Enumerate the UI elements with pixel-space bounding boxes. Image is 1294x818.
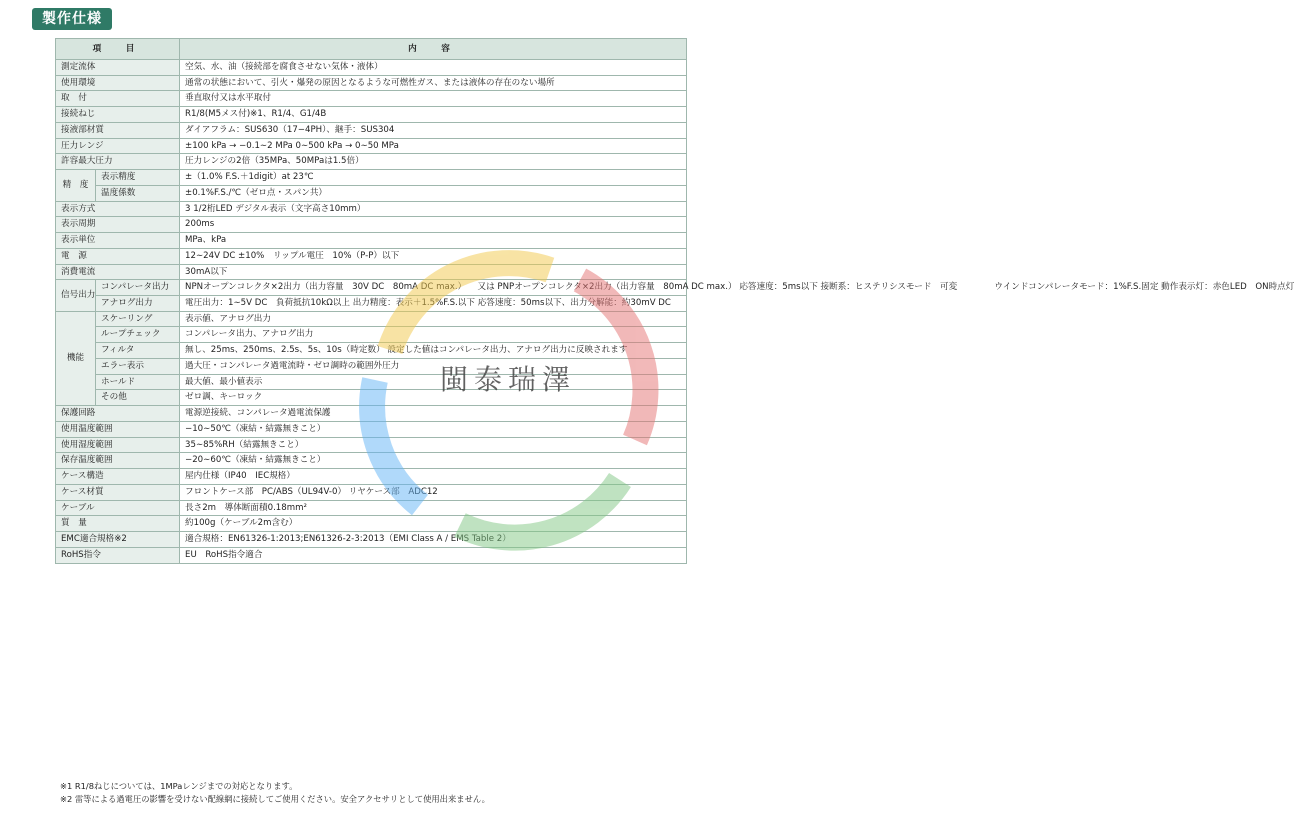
table-row xyxy=(56,484,687,500)
row-value: 垂直取付又は水平取付 xyxy=(180,91,687,107)
row-value: R1/8(M5メス付)※1、R1/4、G1/4B xyxy=(180,107,687,123)
row-label: 許容最大圧力 xyxy=(56,154,180,170)
sub-label: スケーリング xyxy=(96,311,180,327)
row-value: EU RoHS指令適合 xyxy=(180,547,687,563)
row-value: NPNオープンコレクタ×2出力（出力容量 30V DC 80mA DC max.） 又は PNPオープンコレクタ×2出力（出力容量 80mA DC max.） 応答速度：5ms以下 接断系：ヒステリシスモード 可変 ウインドコンパレータモード：1%F.S.固定 動作表示灯：赤色LED ON時点灯 xyxy=(180,280,687,296)
row-value: 3 1/2桁LED デジタル表示（文字高さ10mm） xyxy=(180,201,687,217)
table-row xyxy=(56,75,687,91)
table-row xyxy=(56,358,687,374)
table-row xyxy=(56,547,687,563)
row-label: 取 付 xyxy=(56,91,180,107)
table-row xyxy=(56,60,687,76)
row-label: 電 源 xyxy=(56,248,180,264)
table-row xyxy=(56,217,687,233)
table-row xyxy=(56,532,687,548)
row-value: −20∼60℃（凍結・結露無きこと） xyxy=(180,453,687,469)
row-value: フロントケース部 PC/ABS（UL94V-0） リヤケース部 ADC12 xyxy=(180,484,687,500)
table-row xyxy=(56,406,687,422)
row-label: RoHS指令 xyxy=(56,547,180,563)
sub-label: その他 xyxy=(96,390,180,406)
row-value: ゼロ調、キーロック xyxy=(180,390,687,406)
row-label: 保存温度範囲 xyxy=(56,453,180,469)
sub-label: 温度係数 xyxy=(96,185,180,201)
table-row xyxy=(56,500,687,516)
row-value: 最大値、最小値表示 xyxy=(180,374,687,390)
footnote: ※2 雷等による過電圧の影響を受けない配線網に接続してご使用ください。安全アクセサリとして使用出来ません。 xyxy=(60,794,490,804)
row-label: 接液部材質 xyxy=(56,122,180,138)
table-row xyxy=(56,311,687,327)
table-row xyxy=(56,327,687,343)
row-label: 圧力レンジ xyxy=(56,138,180,154)
row-label: 接続ねじ xyxy=(56,107,180,123)
row-value: コンパレータ出力、アナログ出力 xyxy=(180,327,687,343)
row-value: 屋内仕様（IP40 IEC規格） xyxy=(180,469,687,485)
row-label: ケーブル xyxy=(56,500,180,516)
row-value: 35∼85%RH（結露無きこと） xyxy=(180,437,687,453)
table-row xyxy=(56,437,687,453)
row-value: 適合規格：EN61326-1:2013;EN61326-2-3:2013（EMI Class A / EMS Table 2） xyxy=(180,532,687,548)
row-value: 30mA以下 xyxy=(180,264,687,280)
row-label: 表示方式 xyxy=(56,201,180,217)
table-row xyxy=(56,122,687,138)
row-value: ダイアフラム：SUS630（17−4PH）、継手：SUS304 xyxy=(180,122,687,138)
sub-label: フィルタ xyxy=(96,343,180,359)
table-row xyxy=(56,248,687,264)
sub-label: エラー表示 xyxy=(96,358,180,374)
table-row xyxy=(56,233,687,249)
watermark-text: 閩泰瑞澤 xyxy=(440,363,577,396)
row-label: 測定流体 xyxy=(56,60,180,76)
row-label: 消費電流 xyxy=(56,264,180,280)
table-row xyxy=(56,264,687,280)
table-row xyxy=(56,138,687,154)
sub-label: 表示精度 xyxy=(96,170,180,186)
row-value: 無し、25ms、250ms、2.5s、5s、10s（時定数） 設定した値はコンパレータ出力、アナログ出力に反映されます xyxy=(180,343,687,359)
row-value: ±0.1%F.S./℃（ゼロ点・スパン共） xyxy=(180,185,687,201)
footnote: ※1 R1/8ねじについては、1MPaレンジまでの対応となります。 xyxy=(60,781,298,791)
table-row xyxy=(56,185,687,201)
row-value: 電圧出力：1∼5V DC 負荷抵抗10kΩ以上 出力精度：表示＋1.5%F.S.以下 応答速度：50ms以下、出力分解能：約30mV DC xyxy=(180,296,687,312)
table-row xyxy=(56,453,687,469)
table-header-row xyxy=(56,39,687,60)
row-value: 通常の状態において、引火・爆発の原因となるような可燃性ガス、または液体の存在のない場所 xyxy=(180,75,687,91)
header-item: 項 目 xyxy=(56,39,180,60)
row-value: MPa、kPa xyxy=(180,233,687,249)
row-label: ケース材質 xyxy=(56,484,180,500)
row-value: 200ms xyxy=(180,217,687,233)
row-value: ±（1.0% F.S.＋1digit）at 23℃ xyxy=(180,170,687,186)
table-row xyxy=(56,296,687,312)
table-row xyxy=(56,390,687,406)
header-content: 内 容 xyxy=(180,39,687,60)
table-row xyxy=(56,343,687,359)
table-row xyxy=(56,516,687,532)
row-label: 保護回路 xyxy=(56,406,180,422)
row-label: 表示単位 xyxy=(56,233,180,249)
table-row xyxy=(56,469,687,485)
row-label: 使用温度範囲 xyxy=(56,421,180,437)
table-row xyxy=(56,107,687,123)
row-value: 長さ2m 導体断面積0.18mm² xyxy=(180,500,687,516)
group-label: 信号出力 xyxy=(56,280,96,311)
table-row xyxy=(56,374,687,390)
table-row xyxy=(56,154,687,170)
row-value: ±100 kPa → −0.1∼2 MPa 0∼500 kPa → 0∼50 MPa xyxy=(180,138,687,154)
row-value: 過大圧・コンパレータ過電流時・ゼロ調時の範囲外圧力 xyxy=(180,358,687,374)
footnotes xyxy=(60,780,490,806)
group-label: 精 度 xyxy=(56,170,96,201)
table-row xyxy=(56,170,687,186)
row-label: 表示周期 xyxy=(56,217,180,233)
row-label: ケース構造 xyxy=(56,469,180,485)
sub-label: ホールド xyxy=(96,374,180,390)
row-value: −10∼50℃（凍結・結露無きこと） xyxy=(180,421,687,437)
sub-label: アナログ出力 xyxy=(96,296,180,312)
row-label: 使用湿度範囲 xyxy=(56,437,180,453)
page-title: 製作仕様 xyxy=(32,8,112,30)
sub-label: ループチェック xyxy=(96,327,180,343)
row-value: 空気、水、油（接続部を腐食させない気体・液体） xyxy=(180,60,687,76)
table-row xyxy=(56,201,687,217)
group-label: 機能 xyxy=(56,311,96,405)
row-value: 電源逆接続、コンパレータ過電流保護 xyxy=(180,406,687,422)
row-label: 質 量 xyxy=(56,516,180,532)
row-value: 約100g（ケーブル2m含む） xyxy=(180,516,687,532)
row-value: 表示値、アナログ出力 xyxy=(180,311,687,327)
table-row xyxy=(56,91,687,107)
table-row xyxy=(56,280,687,296)
row-value: 12∼24V DC ±10% リップル電圧 10%（P-P）以下 xyxy=(180,248,687,264)
row-label: 使用環境 xyxy=(56,75,180,91)
spec-table xyxy=(55,38,1294,564)
table-row xyxy=(56,421,687,437)
row-value: 圧力レンジの2倍（35MPa、50MPaは1.5倍） xyxy=(180,154,687,170)
sub-label: コンパレータ出力 xyxy=(96,280,180,296)
row-label: EMC適合規格※2 xyxy=(56,532,180,548)
